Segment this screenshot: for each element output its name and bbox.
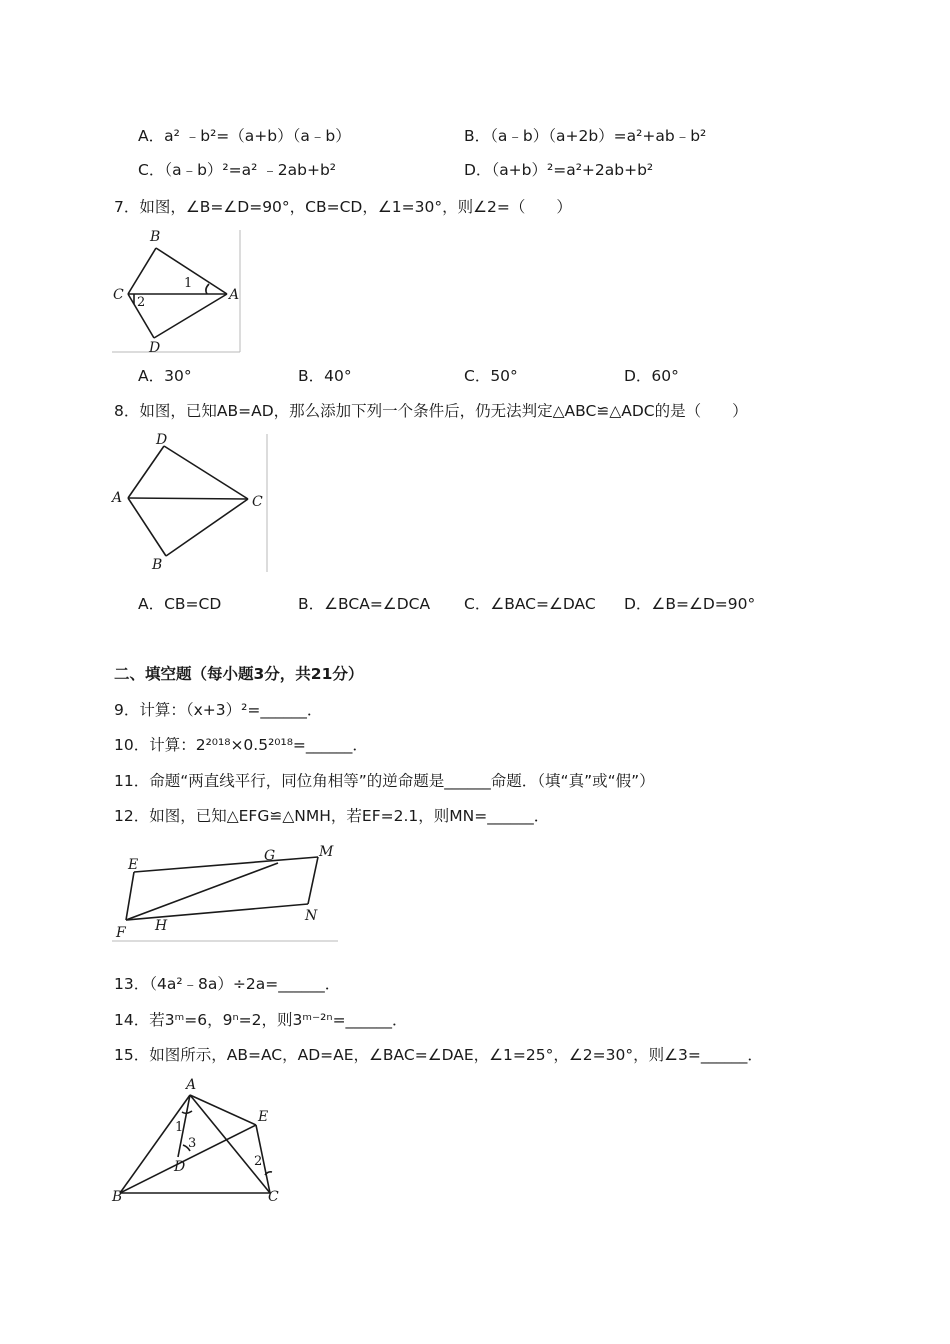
q8-segment-ab [128,498,166,556]
q11-text: 11．命题“两直线平行，同位角相等”的逆命题是______命题．（填“真”或“假”） [114,772,655,790]
q7-option-a: A．30° [138,367,192,385]
q15-figure [110,1075,286,1205]
q7-label-1: 1 [184,276,193,291]
q7-label-c: C [113,287,124,303]
q15-text: 15．如图所示，AB=AC，AD=AE，∠BAC=∠DAE，∠1=25°，∠2=30°，则∠3=______． [114,1046,763,1064]
q12-segment-em [134,857,318,872]
q7-angle1-arc [206,284,209,294]
q6-option-a [138,126,351,146]
q8-stem: 8．如图，已知AB=AD，那么添加下列一个条件后，仍无法判定△ABC≌△ADC的是（ ） [114,402,748,420]
q8-segment-da [128,446,164,498]
q7-label-2: 2 [137,295,146,310]
q6-option-c [138,160,336,180]
q10-text: 10．计算：2²⁰¹⁸×0.5²⁰¹⁸=______． [114,736,368,754]
q12-segment-ef [126,872,134,920]
q12-label-m: M [319,844,334,860]
q15-label-1: 1 [175,1120,184,1135]
q6-a-label: A． [138,127,165,145]
q14-text: 14．若3ᵐ=6，9ⁿ=2，则3ᵐ⁻²ⁿ=______． [114,1011,408,1029]
q7-option-c: C．50° [464,367,518,385]
q7-label-d: D [149,340,161,356]
q6-b-text: （a﹣b）（a+2b）=a²+ab﹣b² [490,127,707,145]
q15-segment-ab [120,1095,190,1193]
q7-segment-bc [128,248,156,294]
q15-label-b: B [112,1189,123,1205]
q15-label-c: C [268,1189,279,1205]
q6-option-b [464,126,706,146]
q8-label-b: B [152,557,163,573]
q9-text: 9．计算：（x+3）²=______． [114,701,323,719]
q7-figure [112,228,242,354]
q15-label-3: 3 [188,1136,197,1151]
q12-label-n: N [305,908,318,924]
q12-segment-fn [126,904,308,920]
q8-segment-ac [128,498,248,499]
q6-d-text: （a+b）²=a²+2ab+b² [491,161,654,179]
q15-label-2: 2 [254,1154,263,1169]
q7-option-d: D．60° [624,367,679,385]
q6-a-text: a² ﹣b²=（a+b）（a﹣b） [164,127,351,145]
q8-segment-bc [166,499,248,556]
q12-label-f: F [116,925,126,941]
q12-label-e: E [128,857,139,873]
q15-label-e: E [258,1109,269,1125]
q8-label-c: C [252,494,263,510]
q7-label-a: A [229,287,240,303]
q6-option-d [464,160,653,180]
q12-label-g: G [264,848,276,864]
q6-b-label: B． [464,127,491,145]
q12-text: 12．如图，已知△EFG≌△NMH，若EF=2.1，则MN=______． [114,807,550,825]
q7-stem: 7．如图，∠B=∠D=90°，CB=CD，∠1=30°，则∠2=（ ） [114,198,572,216]
q8-option-b: B．∠BCA=∠DCA [298,595,431,613]
q8-option-c: C．∠BAC=∠DAC [464,595,596,613]
q8-option-a: A．CB=CD [138,595,222,613]
q13-text: 13．（4a²﹣8a）÷2a=______． [114,975,341,993]
q7-segment-da [154,294,227,338]
q12-label-h: H [155,918,168,934]
q8-segment-dc [164,446,248,499]
q15-segment-ae [190,1095,256,1125]
q7-label-b: B [150,229,161,245]
q6-c-text: （a﹣b）²=a² ﹣2ab+b² [164,161,336,179]
q8-label-a: A [112,490,123,506]
section2-title: 二、填空题（每小题3分，共21分） [114,665,364,683]
q15-label-a: A [186,1077,197,1093]
q12-figure [112,840,340,944]
q8-option-d: D．∠B=∠D=90° [624,595,756,613]
q8-label-d: D [156,432,168,448]
q12-segment-mn [308,857,318,904]
q15-label-d: D [174,1159,186,1175]
q8-figure [110,432,270,574]
q7-option-b: B．40° [298,367,352,385]
q6-d-label: D． [464,161,492,179]
q6-c-label: C． [138,161,165,179]
